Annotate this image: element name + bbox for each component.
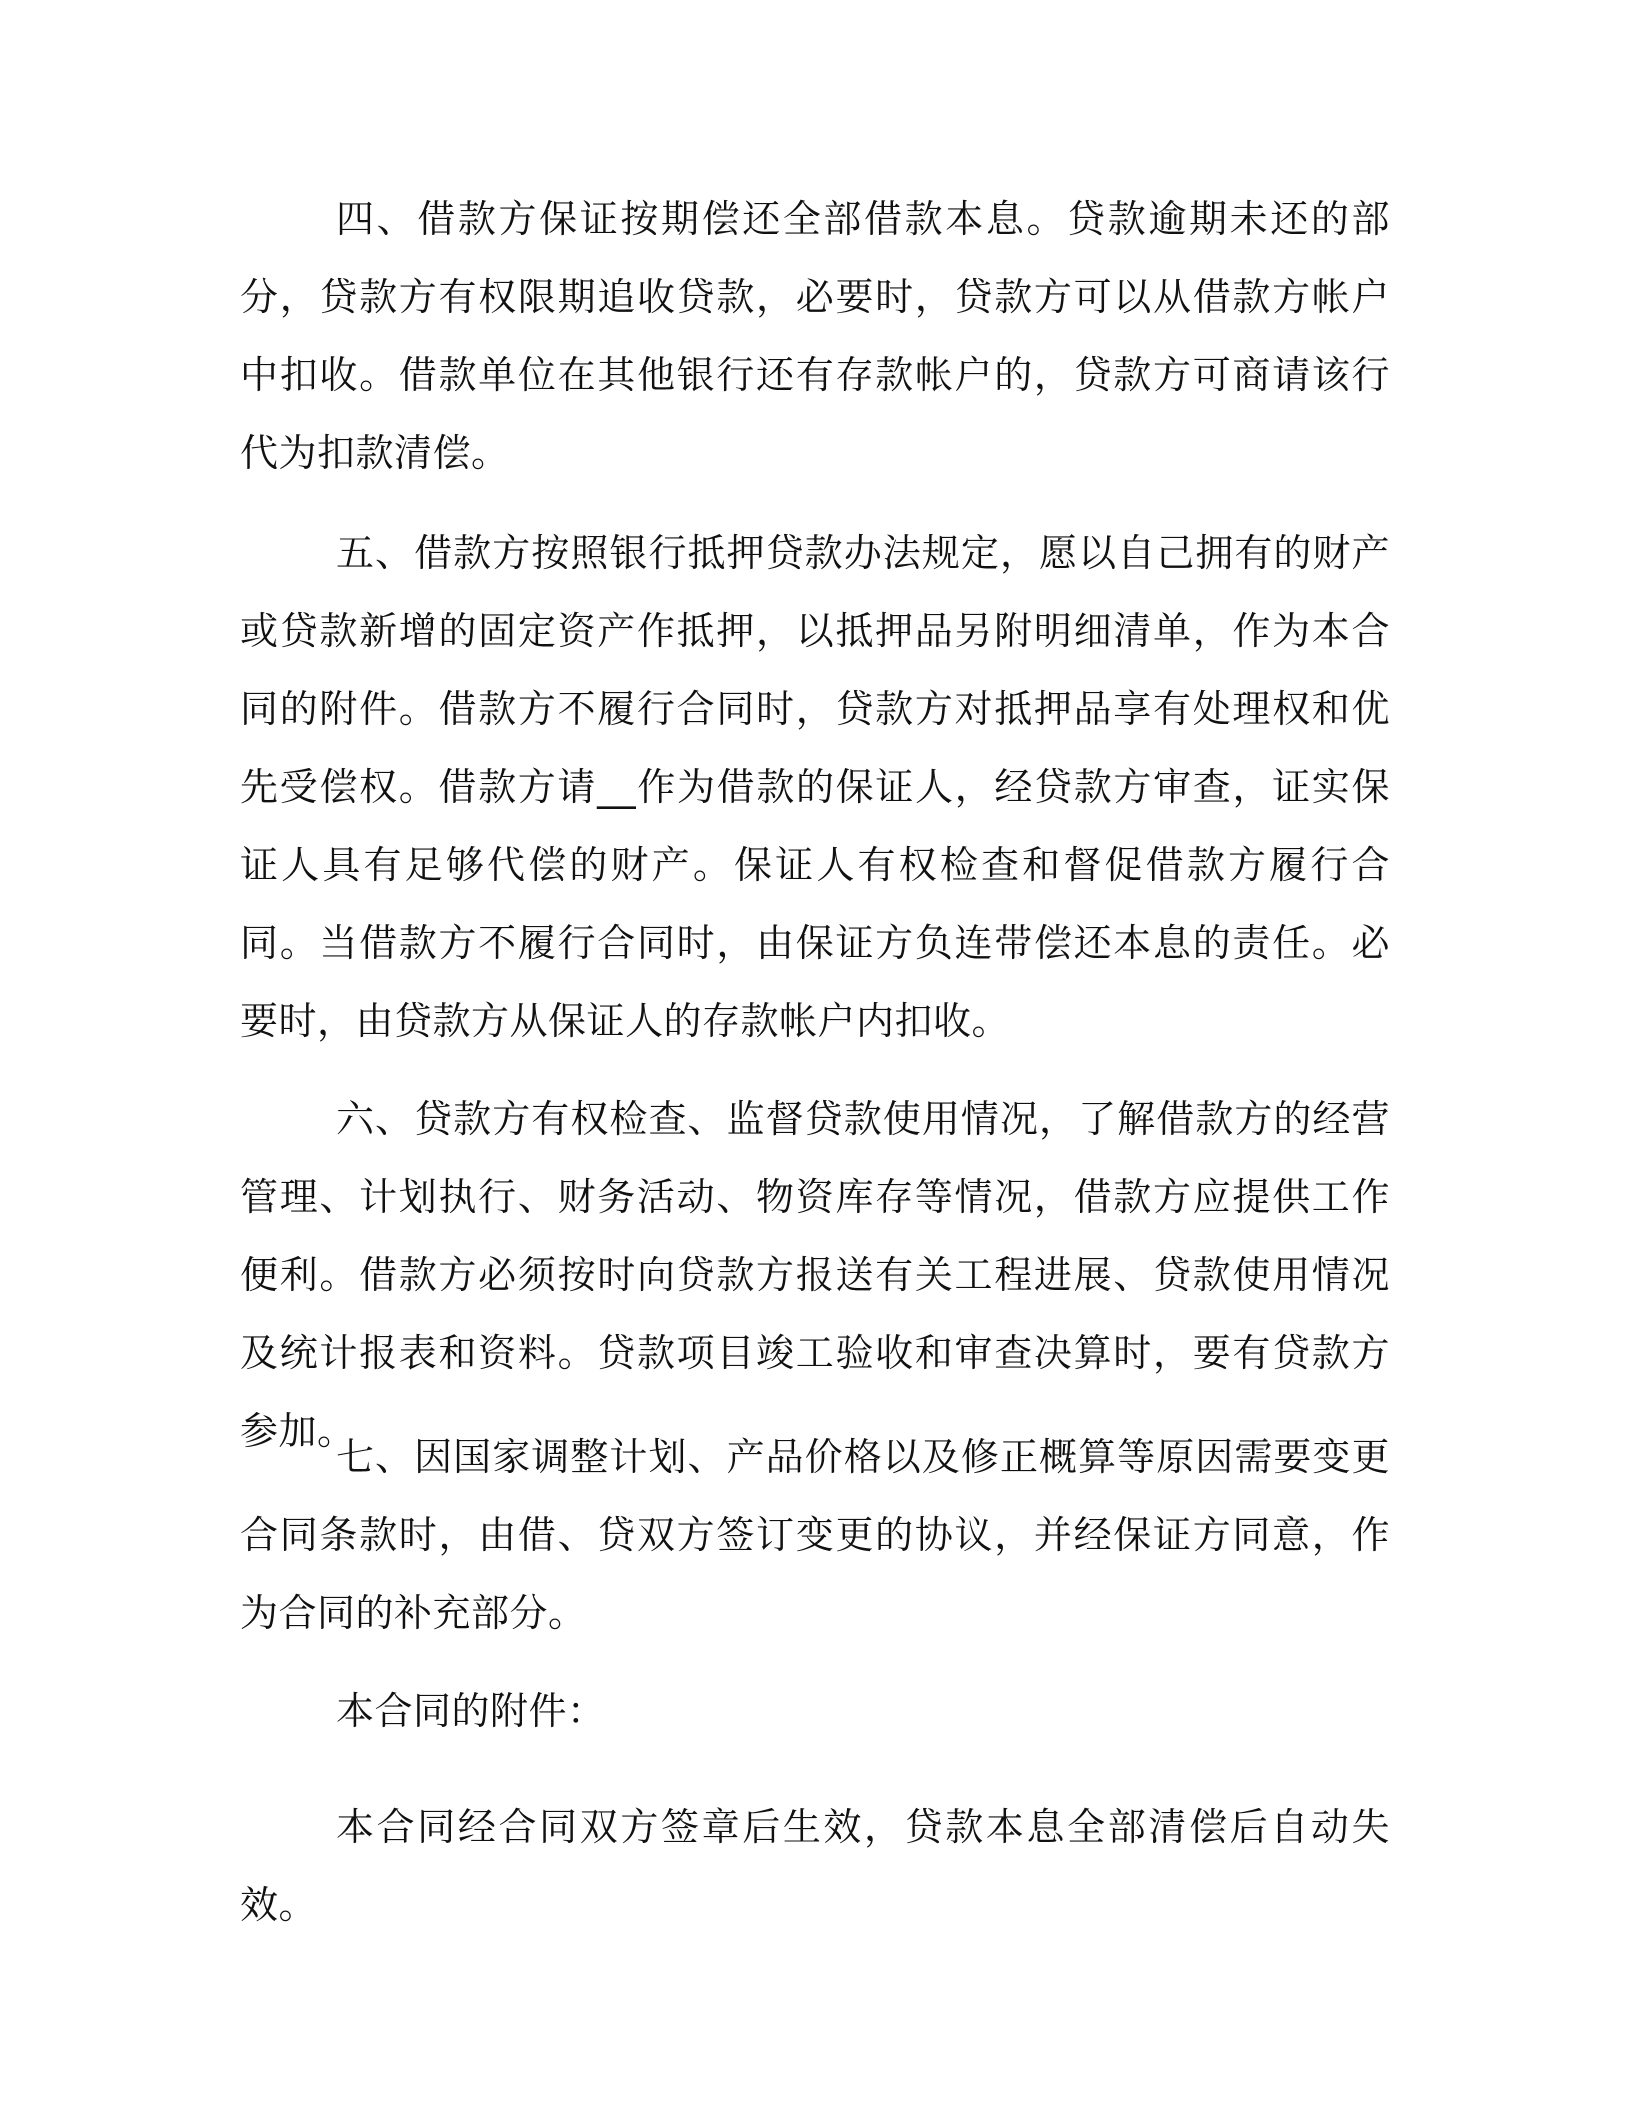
clause-six: 六、贷款方有权检查、监督贷款使用情况，了解借款方的经营管理、计划执行、财务活动、物资库存等情况，借款方应提供工作便利。借款方必须按时向贷款方报送有关工程进展、贷款使用情况及统计报表和资料。贷款项目竣工验收和审查决算时，要有贷款方参加。 — [240, 1097, 1390, 1453]
clause-four: 四、借款方保证按期偿还全部借款本息。贷款逾期未还的部分，贷款方有权限期追收贷款，必要时，贷款方可以从借款方帐户中扣收。借款单位在其他银行还有存款帐户的，贷款方可商请该行代为扣款清偿。 — [240, 197, 1390, 475]
clause-five: 五、借款方按照银行抵押贷款办法规定，愿以自己拥有的财产或贷款新增的固定资产作抵押，以抵押品另附明细清单，作为本合同的附件。借款方不履行合同时，贷款方对抵押品享有处理权和优先受偿权。借款方请__作为借款的保证人，经贷款方审查，证实保证人具有足够代偿的财产。保证人有权检查和督促借款方履行合同。当借款方不履行合同时，由保证方负连带偿还本息的责任。必要时，由贷款方从保证人的存款帐户内扣收。 — [240, 531, 1390, 1043]
effectiveness-clause: 本合同经合同双方签章后生效，贷款本息全部清偿后自动失效。 — [240, 1805, 1390, 1927]
attachments-heading: 本合同的附件： — [336, 1689, 606, 1733]
clause-seven: 七、因国家调整计划、产品价格以及修正概算等原因需要变更合同条款时，由借、贷双方签订变更的协议，并经保证方同意，作为合同的补充部分。 — [240, 1435, 1390, 1635]
